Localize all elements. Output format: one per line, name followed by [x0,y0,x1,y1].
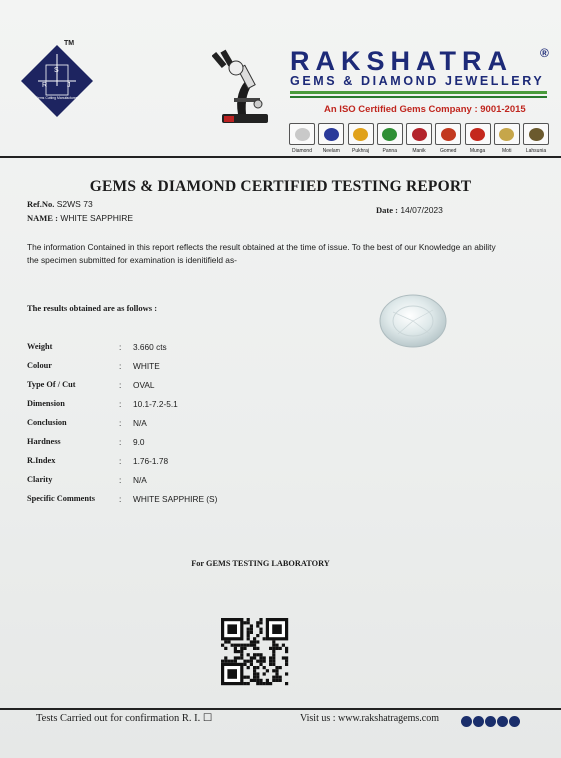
spec-separator: : [119,360,122,371]
gemstone-photo [378,292,448,350]
gem-item [288,123,316,159]
divider-green-2 [290,96,547,98]
brand-name: RAKSHATRA [290,46,513,76]
spec-value: N/A [133,474,147,485]
instagram-icon[interactable] [509,716,520,727]
spec-value: WHITE [133,360,160,371]
gem-label: Moti [502,148,512,154]
gem-item [522,123,550,159]
gem-image [406,123,432,145]
date-label: Date : [376,205,398,215]
gem-item [317,123,345,159]
spec-separator: : [119,379,122,390]
spec-key: Conclusion [27,418,67,427]
spec-value: 1.76-1.78 [133,455,169,466]
spec-row [27,375,327,394]
intro-paragraph: The information Contained in this report reflects the result obtained at the time of issue. To the best of our Knowledge an ability the specimen submitted for examination is idenitifield as- [27,242,496,265]
spec-row [27,432,327,451]
spec-row [27,489,327,508]
gem-label: Lahsunia [525,148,547,154]
gem-image [523,123,549,145]
brand-subtitle: GEMS & DIAMOND JEWELLERY [290,74,545,88]
spec-separator: : [119,455,122,466]
gem-stone-icon [499,128,514,141]
specimen-name [27,213,133,223]
date-value: 14/07/2023 [400,205,443,215]
gem-label: Gomed [440,148,457,154]
gem-label: Panna [382,148,397,154]
spec-value: OVAL [133,379,155,390]
twitter-icon[interactable] [485,716,496,727]
gem-stone-icon [412,128,427,141]
gem-image [318,123,344,145]
name-label: NAME : [27,213,58,223]
spec-value: 3.660 cts [133,341,167,352]
gem-stone-icon [470,128,485,141]
logo-letter-j: J [67,82,71,89]
gem-image [377,123,403,145]
gemstone-strip [288,123,550,159]
spec-value: N/A [133,417,147,428]
gem-label: Munga [469,148,486,154]
spec-value: 9.0 [133,436,145,447]
ref-label: Ref.No. [27,199,55,209]
gem-image [435,123,461,145]
spec-value: 10.1-7.2-5.1 [133,398,178,409]
spec-separator: : [119,417,122,428]
spec-key: Specific Comments [27,494,95,503]
specs-table [27,337,327,508]
iso-certification: An ISO Certified Gems Company : 9001-2015 [324,104,526,115]
footer-divider [0,708,561,710]
spec-separator: : [119,341,122,352]
spec-key: Colour [27,361,52,370]
tests-note: Tests Carried out for confirmation R. I. ☐ [36,713,213,724]
gem-label: Neelam [322,148,340,154]
gem-image [465,123,491,145]
logo-letter-r: R [42,82,48,89]
spec-separator: : [119,398,122,409]
spec-key: Hardness [27,437,61,446]
report-title: GEMS & DIAMOND CERTIFIED TESTING REPORT [89,178,472,195]
gem-stone-icon [382,128,397,141]
whatsapp-icon[interactable] [473,716,484,727]
report-date [376,205,443,215]
trademark: TM [64,40,75,47]
gem-label: Diamond [291,148,312,154]
gem-item [347,123,375,159]
registered-mark: ® [540,46,549,60]
company-logo [18,42,96,120]
microscope-icon [212,48,274,128]
gem-image [348,123,374,145]
gem-item [464,123,492,159]
logo-letter-s: S [54,67,59,74]
spec-row [27,337,327,356]
website-link[interactable]: Visit us : www.rakshatragems.com [300,713,440,724]
gem-stone-icon [353,128,368,141]
gem-item [434,123,462,159]
spec-key: Dimension [27,399,65,408]
spec-key: Type Of / Cut [27,380,76,389]
ref-value: S2WS 73 [56,199,93,209]
qr-code [217,616,303,688]
gem-stone-icon [529,128,544,141]
spec-key: Weight [27,342,53,351]
gem-image [289,123,315,145]
divider-green [290,91,547,94]
spec-separator: : [119,436,122,447]
gem-stone-icon [295,128,310,141]
gem-label: Pukhraj [352,148,369,154]
gem-item [493,123,521,159]
youtube-icon[interactable] [497,716,508,727]
facebook-icon[interactable] [461,716,472,727]
gem-label: Manik [412,148,426,154]
gem-item [405,123,433,159]
spec-separator: : [119,474,122,485]
spec-row [27,413,327,432]
gem-stone-icon [441,128,456,141]
spec-separator: : [119,493,122,504]
results-heading: The results obtained are as follows : [27,303,158,313]
gem-image [494,123,520,145]
spec-key: Clarity [27,475,53,484]
gem-item [376,123,404,159]
header-divider [0,156,561,158]
spec-row [27,356,327,375]
name-value: WHITE SAPPHIRE [60,213,134,223]
gem-stone-icon [324,128,339,141]
spec-value: WHITE SAPPHIRE (S) [133,493,218,504]
spec-row [27,394,327,413]
social-icons [461,716,520,727]
lab-signature: For GEMS TESTING LABORATORY [191,559,330,568]
logo-tagline: Gems Cutting Manufacturers [35,96,79,100]
spec-row [27,470,327,489]
ref-number [27,199,93,209]
spec-key: R.Index [27,456,56,465]
spec-row [27,451,327,470]
